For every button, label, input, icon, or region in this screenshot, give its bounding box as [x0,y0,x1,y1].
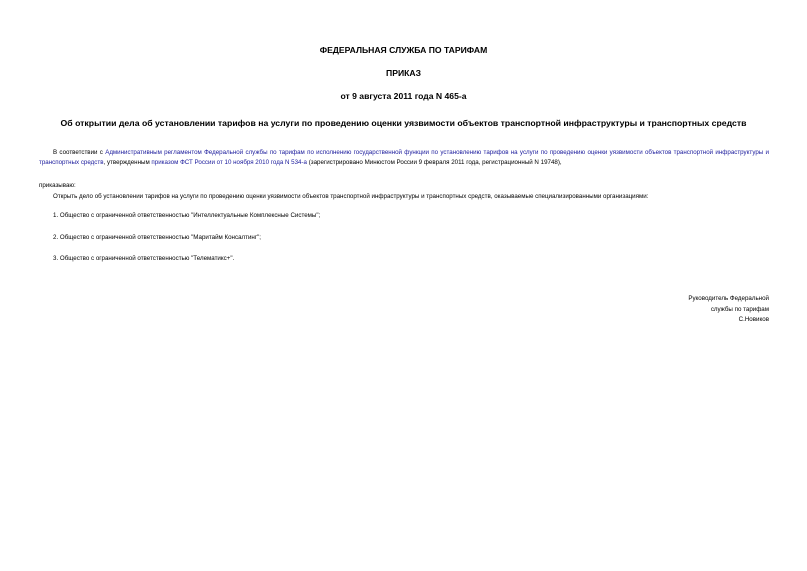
document-subject: Об открытии дела об установлении тарифов на услуги по проведению оценки уязвимости объектов транспортной инфраструктуры и транспортных средств [60,118,747,128]
list-item: 3. Общество с ограниченной ответственностью "Телематикс+". [53,255,235,262]
intro-text-3: (зарегистрировано Минюстом России 9 февраля 2011 года, регистрационный N 19748), [307,159,562,166]
open-case-paragraph: Открыть дело об установлении тарифов на услуги по проведению оценки уязвимости объектов транспортной инфраструктуры и транспортных средств, оказываемые специализированными организациями: [53,193,649,200]
signatory-name: С.Новиков [738,316,769,323]
intro-text-1: В соответствии с [53,149,106,156]
list-item: 2. Общество с ограниченной ответственностью "Маритайм Консалтинг"; [53,234,261,241]
intro-paragraph [39,148,769,168]
decree-word: приказываю: [39,182,76,189]
list-item: 1. Общество с ограниченной ответственностью "Интеллектуальные Комплексные Системы"; [53,212,321,219]
signatory-position-line2: службы по тарифам [710,306,769,313]
signatory-position-line1: Руководитель Федеральной [688,295,769,302]
agency-title: ФЕДЕРАЛЬНАЯ СЛУЖБА ПО ТАРИФАМ [319,45,488,55]
regulation-link[interactable]: Административным регламентом Федеральной службы по тарифам по исполнению государственной функции по установлению тарифов на услуги по проведению оценки уязвимости объектов транспортной инфраструктуры и транспортных средств [39,149,769,166]
order-link[interactable]: приказом ФСТ России от 10 ноября 2010 года N 534-а [151,159,307,166]
document-date-number: от 9 августа 2011 года N 465-а [340,91,467,101]
intro-text-2: , утвержденным [103,159,152,166]
document-type: ПРИКАЗ [386,68,421,78]
